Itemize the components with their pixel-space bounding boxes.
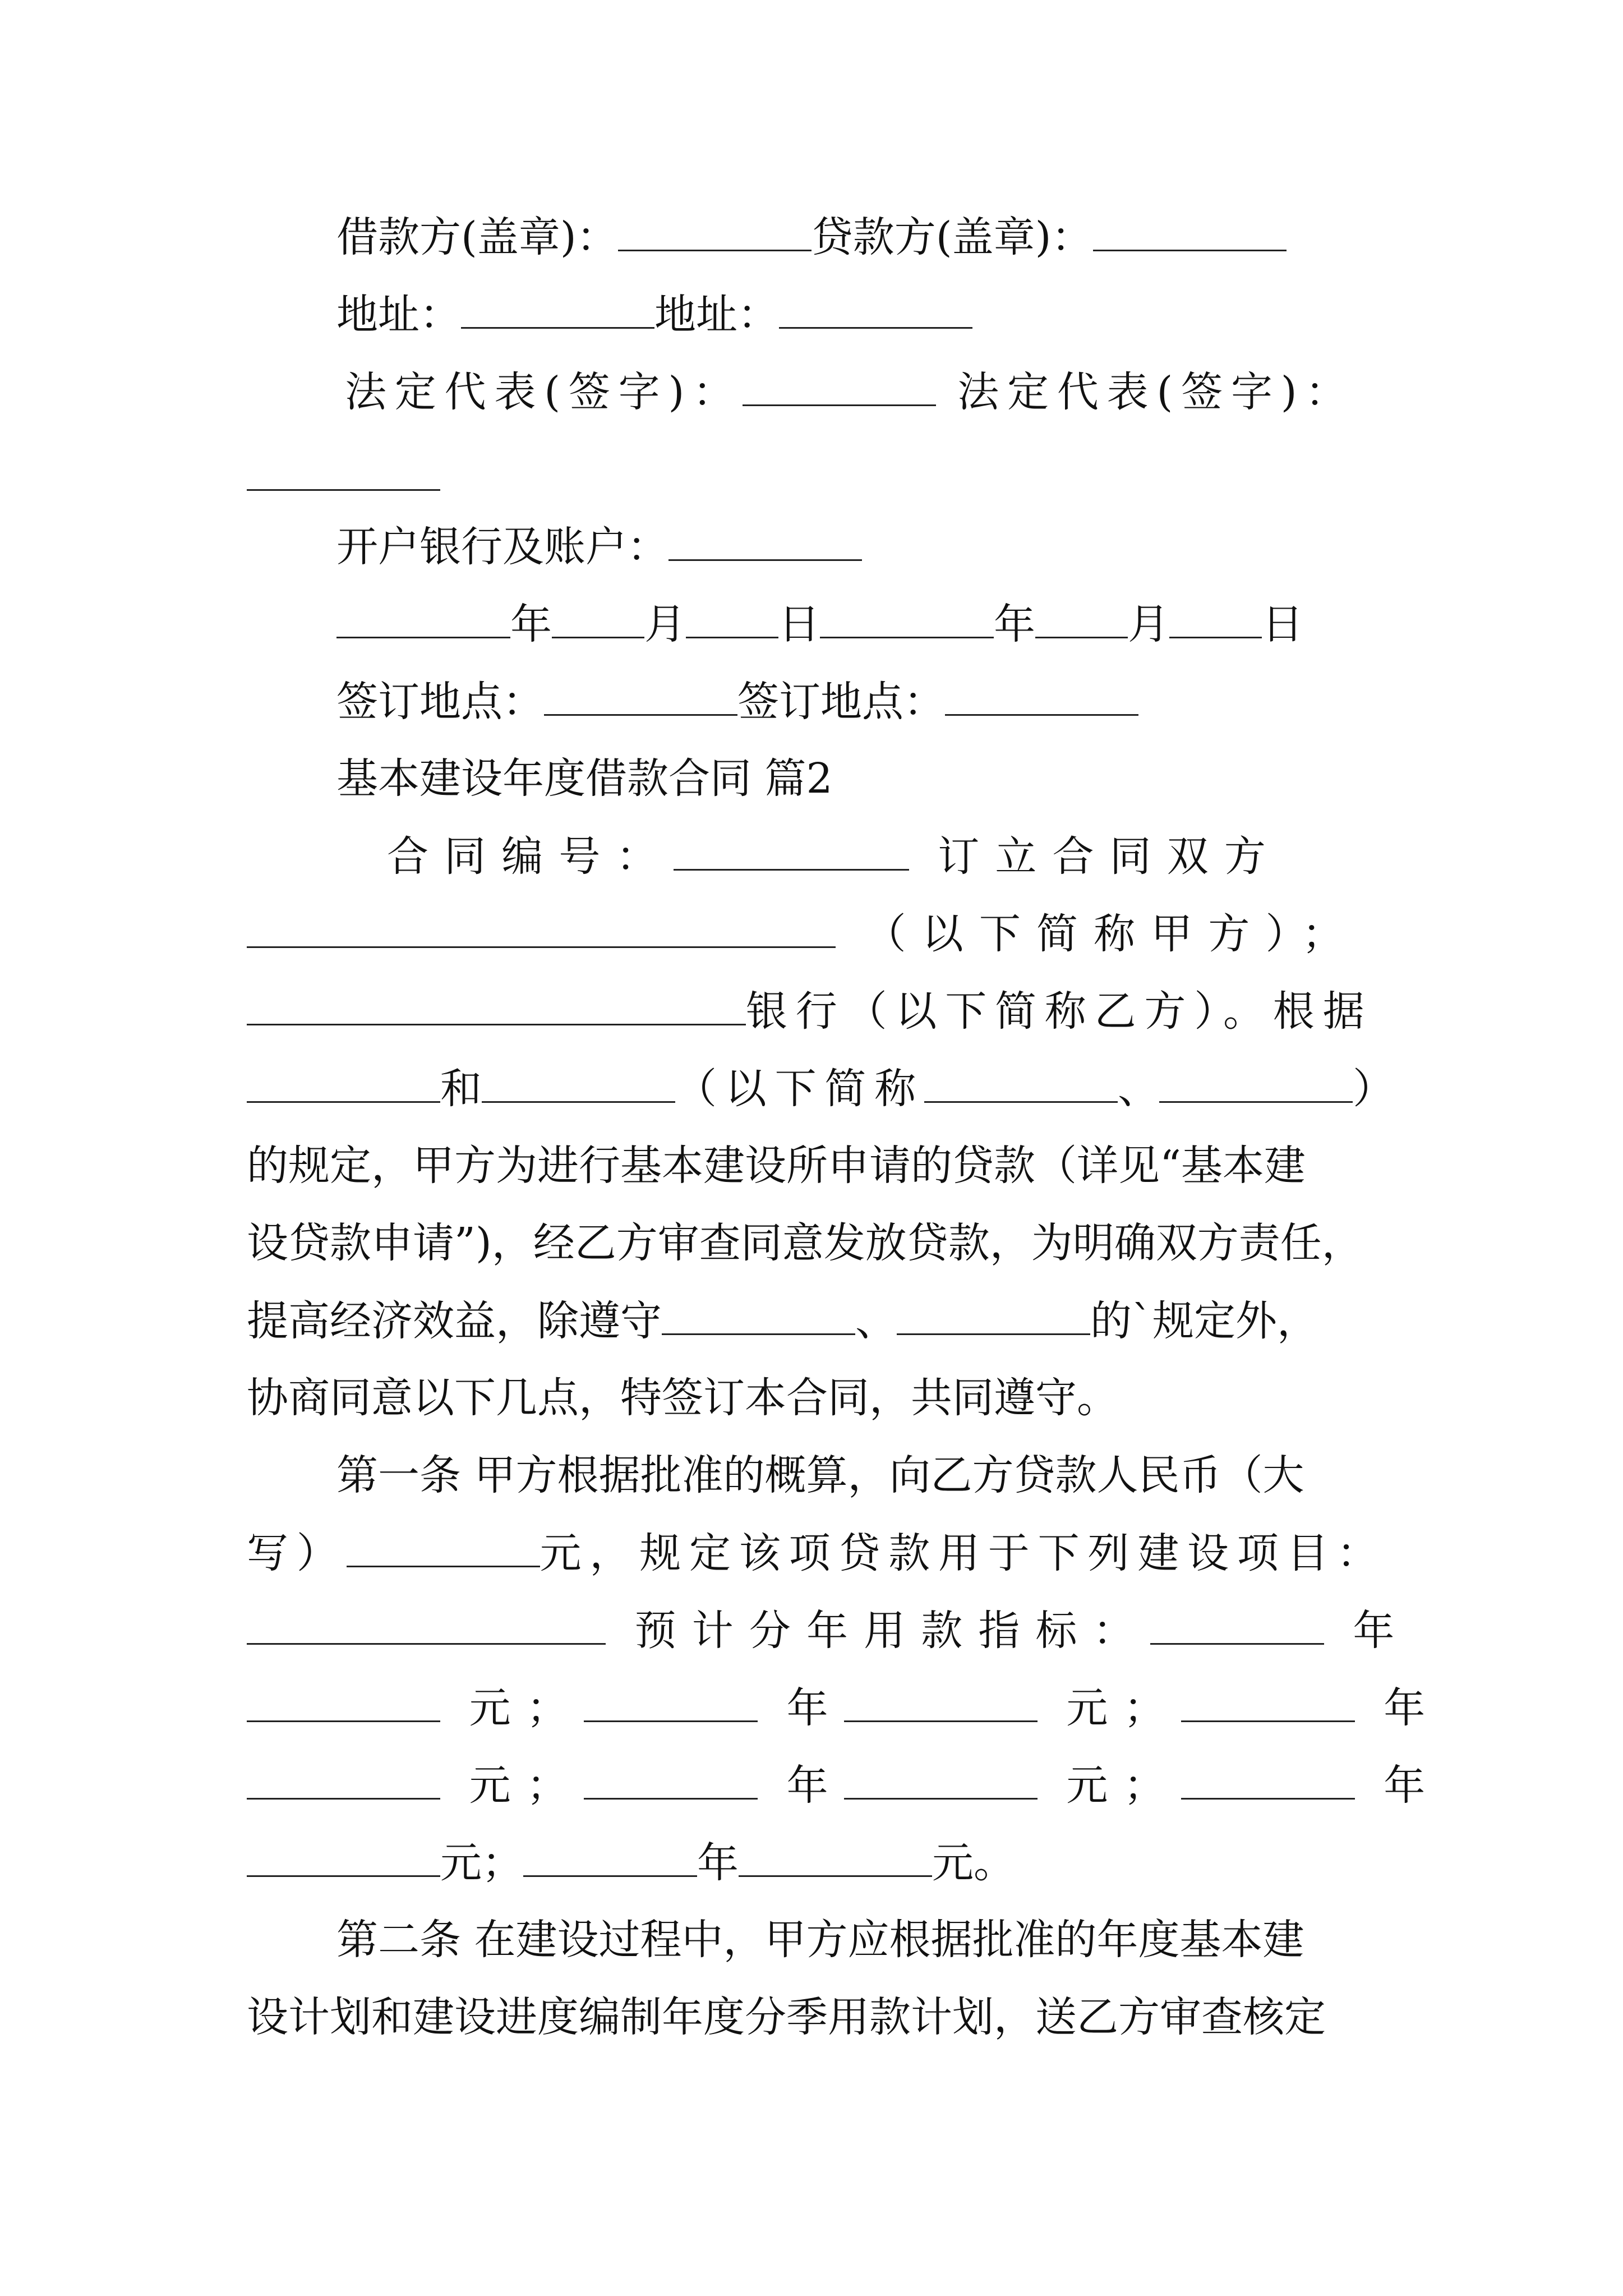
amount-blank (347, 1532, 540, 1567)
abbr-open-text: （以下简称 (675, 1065, 924, 1113)
day-label-2: 日 (1262, 600, 1303, 648)
address-row (336, 291, 972, 339)
date-row (336, 600, 1303, 648)
contract-number-row (387, 832, 1281, 881)
borrower-legal-rep-label: 法定代表(签字)： (345, 368, 743, 416)
plan-amount-blank (247, 1764, 440, 1800)
month-blank-2 (1035, 603, 1128, 638)
basis-row (247, 1065, 1394, 1113)
dun-text: 、 (1118, 1065, 1159, 1113)
year-unit: 年 (786, 1761, 844, 1810)
borrower-legal-rep-blank (743, 371, 936, 406)
yuan-unit: 元 (469, 1684, 527, 1732)
year-unit: 年 (697, 1839, 739, 1887)
borrower-lender-seal-row (336, 213, 1287, 261)
borrower-seal-blank (618, 216, 811, 251)
month-label-2: 月 (1128, 600, 1169, 648)
capital-text: 写） (247, 1529, 347, 1577)
party-b-text: 银行（以下简称乙方）。根据 (746, 987, 1373, 1036)
day-label: 日 (778, 600, 820, 648)
plan-year-blank (1181, 1687, 1355, 1722)
year-unit: 年 (1384, 1684, 1441, 1732)
rules-text: 提高经济效益，除遵守 (247, 1297, 662, 1345)
plan-amount-blank (739, 1842, 932, 1877)
contract-parties-label: 订立合同双方 (938, 832, 1281, 881)
bank-account-blank (668, 526, 862, 561)
bank-account-row (336, 523, 862, 571)
dun-text-2: 、 (855, 1297, 897, 1345)
sign-place-row (336, 678, 1138, 726)
borrower-address-blank (461, 293, 654, 329)
month-label: 月 (644, 600, 686, 648)
semicolon: ； (1123, 1684, 1181, 1732)
article-2-line: 第二条 在建设过程中，甲方应根据批准的年度基本建 (336, 1916, 1304, 1964)
plan-amount-blank (844, 1687, 1038, 1722)
plan-row (247, 1684, 1441, 1732)
paragraph-line (247, 1297, 1318, 1345)
sign-place-label-2: 签订地点： (737, 678, 945, 726)
plan-year-blank (1150, 1609, 1324, 1645)
sign-place-blank (544, 680, 737, 716)
lender-legal-rep-blank (247, 455, 440, 491)
lender-seal-label: 贷款方(盖章)： (811, 213, 1093, 261)
day-blank (686, 603, 778, 638)
article-2-line: 设计划和建设进度编制年度分季用款计划，送乙方审查核定 (247, 1993, 1326, 2041)
rules-blank-1 (662, 1300, 855, 1335)
plan-row (247, 1761, 1441, 1810)
bank-account-label: 开户银行及账户： (336, 523, 668, 571)
rules-blank-2 (897, 1300, 1090, 1335)
party-a-blank (247, 913, 836, 948)
yuan-unit: 元 (1066, 1761, 1124, 1810)
abbr-blank-2 (1159, 1068, 1353, 1103)
party-b-blank (247, 990, 746, 1025)
year-label-2: 年 (994, 600, 1035, 648)
month-blank (552, 603, 644, 638)
semicolon: ； (1123, 1761, 1181, 1810)
article-1-line (247, 1529, 1387, 1577)
and-text: 和 (440, 1065, 482, 1113)
plan-year-blank (584, 1687, 758, 1722)
paragraph-line: 协商同意以下几点，特签订本合同，共同遵守。 (247, 1374, 1118, 1422)
plan-amount-blank (247, 1842, 440, 1877)
project-text: 元，规定该项贷款用于下列建设项目： (540, 1529, 1387, 1577)
yuan-unit: 元 (1066, 1684, 1124, 1732)
plan-year-blank (523, 1842, 697, 1877)
plan-year-blank (584, 1764, 758, 1800)
day-blank-2 (1169, 603, 1262, 638)
year-label: 年 (510, 600, 552, 648)
legal-rep-row-continued (247, 455, 440, 498)
borrower-seal-label: 借款方(盖章)： (336, 213, 618, 261)
party-a-text: （以下简称甲方）； (864, 910, 1359, 958)
yuan-end: 元。 (932, 1839, 1015, 1887)
article-1-line: 第一条 甲方根据批准的概算，向乙方贷款人民币（大 (336, 1451, 1304, 1499)
semicolon: ； (526, 1761, 584, 1810)
plan-year-blank (1181, 1764, 1355, 1800)
year-blank-2 (820, 603, 994, 638)
semicolon: ； (526, 1684, 584, 1732)
abbr-blank-1 (924, 1068, 1118, 1103)
basis-blank-1 (247, 1068, 440, 1103)
yuan-unit: 元 (469, 1761, 527, 1810)
plan-amount-blank (844, 1764, 1038, 1800)
party-b-row (247, 987, 1373, 1036)
close-paren-text: ） (1353, 1065, 1394, 1113)
lender-address-blank (779, 293, 972, 329)
plan-row (247, 1607, 1410, 1655)
basis-blank-2 (482, 1068, 675, 1103)
paragraph-line: 的规定，甲方为进行基本建设所申请的贷款（详见“基本建 (247, 1142, 1306, 1190)
lender-seal-blank (1093, 216, 1287, 251)
party-a-row (247, 910, 1359, 958)
contract-number-label: 合同编号： (387, 832, 674, 881)
plan-row (247, 1839, 1015, 1887)
lender-legal-rep-label: 法定代表(签字)： (957, 368, 1355, 416)
rules-text-end: 的`规定外， (1090, 1297, 1318, 1345)
paragraph-line: 设贷款申请”)，经乙方审查同意发放贷款，为明确双方责任， (247, 1219, 1363, 1267)
sign-place-label: 签订地点： (336, 678, 544, 726)
plan-amount-blank (247, 1687, 440, 1722)
year-unit: 年 (786, 1684, 844, 1732)
lender-address-label: 地址： (654, 291, 779, 339)
plan-label: 预计分年用款指标： (634, 1607, 1150, 1655)
project-blank (247, 1609, 606, 1645)
borrower-address-label: 地址： (336, 291, 461, 339)
legal-rep-row (345, 368, 1355, 416)
year-unit: 年 (1384, 1761, 1441, 1810)
contract-number-blank (674, 835, 909, 871)
year-blank (336, 603, 510, 638)
contract-heading: 基本建设年度借款合同 篇2 (336, 754, 833, 803)
yuan-semicolon: 元； (440, 1839, 523, 1887)
sign-place-blank-2 (945, 680, 1138, 716)
year-unit: 年 (1353, 1607, 1410, 1655)
